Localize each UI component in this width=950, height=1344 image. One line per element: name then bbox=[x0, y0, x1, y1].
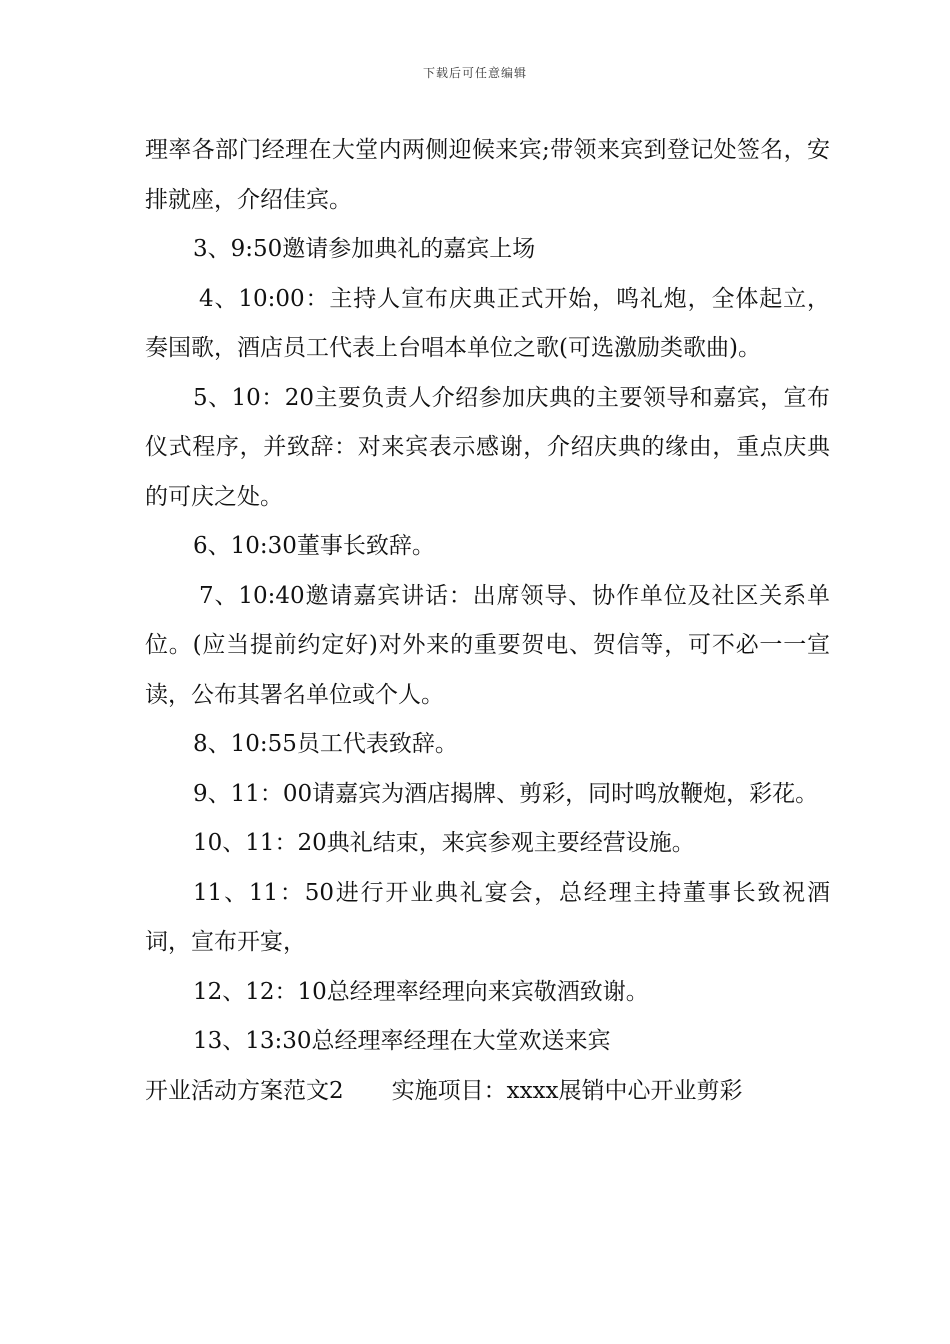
section-title: 开业活动方案范文2 bbox=[145, 1077, 344, 1104]
paragraph-9: 10、11：20典礼结束，来宾参观主要经营设施。 bbox=[193, 830, 695, 856]
paragraph-4: 5、10：20主要负责人介绍参加庆典的主要领导和嘉宾，宣布仪式程序，并致辞：对来宾表示感谢，介绍庆典的缘由，重点庆典的可庆之处。 bbox=[145, 384, 830, 510]
paragraph-3: 4、10:00：主持人宣布庆典正式开始，鸣礼炮，全体起立，奏国歌，酒店员工代表上台唱本单位之歌(可选激励类歌曲)。 bbox=[145, 285, 830, 361]
page-header: 下载后可任意编辑 bbox=[422, 66, 527, 80]
paragraph-1: 理率各部门经理在大堂内两侧迎候来宾;带领来宾到登记处签名，安排就座，介绍佳宾。 bbox=[145, 137, 830, 213]
paragraph-6: 7、10:40邀请嘉宾讲话：出席领导、协作单位及社区关系单位。(应当提前约定好)对外来的重要贺电、贺信等，可不必一一宣读，公布其署名单位或个人。 bbox=[145, 582, 830, 708]
paragraph-8: 9、11：00请嘉宾为酒店揭牌、剪彩，同时鸣放鞭炮，彩花。 bbox=[193, 780, 819, 807]
project-label: 实施项目：xxxx展销中心开业剪彩 bbox=[391, 1077, 743, 1104]
paragraph-10: 11、11：50进行开业典礼宴会，总经理主持董事长致祝酒词，宣布开宴， bbox=[145, 879, 830, 955]
paragraph-7: 8、10:55员工代表致辞。 bbox=[193, 731, 458, 757]
paragraph-2: 3、9:50邀请参加典礼的嘉宾上场 bbox=[193, 236, 536, 262]
section-title-line bbox=[145, 1067, 830, 1117]
paragraph-5: 6、10:30董事长致辞。 bbox=[193, 533, 435, 559]
paragraph-11: 12、12：10总经理率经理向来宾敬酒致谢。 bbox=[193, 978, 649, 1005]
paragraph-12: 13、13:30总经理率经理在大堂欢送来宾 bbox=[193, 1028, 611, 1054]
document-body bbox=[145, 126, 830, 1116]
